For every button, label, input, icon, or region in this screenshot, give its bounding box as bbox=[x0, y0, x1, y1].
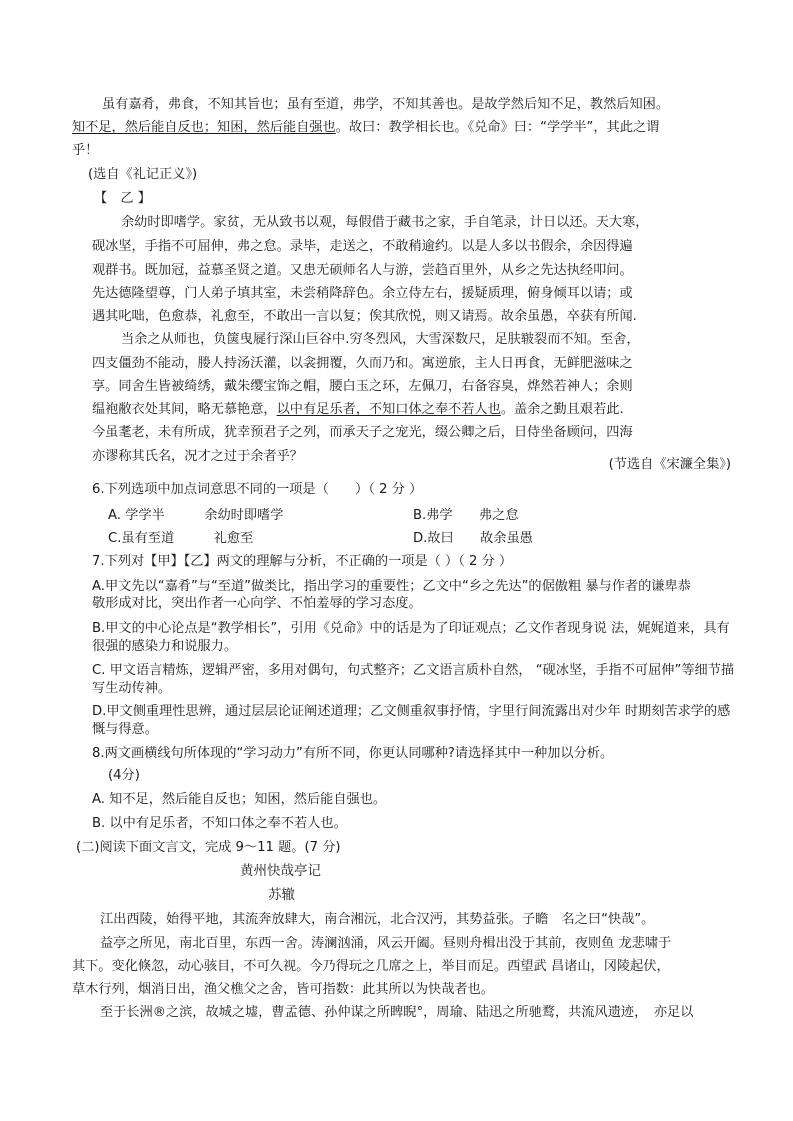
yi-p1-line-5: 遇其叱咄，色愈恭，礼愈至，不敢出一言以复；俟其欣悦，则又请焉。故余虽愚，卒获有所闻. bbox=[92, 309, 637, 324]
part2-instructions: (二)阅读下面文言文，完成 9～11 题。(7 分) bbox=[76, 840, 341, 855]
q6-option-c: C.虽有至道 礼愈至 bbox=[108, 531, 254, 546]
yi-p2-line-2: 四支僵劲不能动，媵人持汤沃灌，以衾拥覆，久而乃和。寓逆旅，主人日再食，无鲜肥滋味之 bbox=[92, 356, 633, 371]
yi-p2-line-4 bbox=[92, 401, 624, 419]
jia-line-2 bbox=[72, 119, 659, 137]
yi-p2-line-5: 今虽耄老，未有所成，犹幸预君子之列，而承天子之宠光，缀公卿之后，日侍坐备顾问，四海 bbox=[92, 425, 633, 440]
jia-line-3: 乎！ bbox=[72, 143, 99, 158]
jia-source: (选自《礼记正义》) bbox=[88, 167, 198, 182]
yi-p1-line-2: 砚冰坚，手指不可屈伸，弗之怠。录毕，走送之，不敢稍逾约。以是人多以书假余，余因得遍 bbox=[92, 239, 633, 254]
yi-p2-line-1: 当余之从师也，负箧曳屣行深山巨谷中.穷冬烈风，大雪深数尺，足肤皲裂而不知。至舍， bbox=[121, 332, 640, 347]
jia-line-2-rest: 。故曰：教学相长也。《兑命》曰：“学学半”，其此之谓 bbox=[335, 120, 660, 135]
yi-p2-line-3: 享。同舍生皆被绮绣，戴朱缨宝饰之帽，腰白玉之环，左佩刀，右备容臭，烨然若神人；余则 bbox=[92, 379, 633, 394]
q6-option-a: A. 学学半 余幼时即嗜学 bbox=[108, 508, 284, 523]
q7-option-a-line-2: 敬形成对比，突出作者一心向学、不怕羞辱的学习态度。 bbox=[92, 596, 422, 611]
q8-option-b: B. 以中有足乐者，不知口体之奉不若人也。 bbox=[92, 816, 347, 831]
q6-stem: 6.下列选项中加点词意思不同的一项是（ ）（ 2 分 ） bbox=[92, 482, 423, 497]
passage-line-2: 益亭之所见，南北百里，东西一舍。涛澜汹涌，风云开阖。昼则舟楫出没于其前，夜则鱼 龙悲啸于 bbox=[100, 936, 672, 951]
yi-underlined-sentence: 以中有足乐者，不知口体之奉不若人也 bbox=[276, 402, 501, 417]
passage-title: 黄州快哉亭记 bbox=[240, 863, 321, 879]
passage-author: 苏辙 bbox=[268, 887, 295, 903]
q7-option-b-line-2: 很强的感染力和说服力。 bbox=[92, 639, 238, 654]
q7-option-c-line-1: C. 甲文语言精炼，逻辑严密，多用对偶句，句式整齐；乙文语言质朴自然， “砚冰坚，手指不可屈伸”等细节描 bbox=[92, 663, 735, 678]
q8-stem: 8.两文画横线句所体现的“学习动力”有所不同，你更认同哪种?请选择其中一种加以分析。 bbox=[92, 746, 614, 761]
passage-line-1: 江出西陵，始得平地，其流奔放肆大，南合湘沅，北合汉沔，其势益张。子瞻 名之曰“快哉”。 bbox=[100, 912, 655, 927]
yi-p2-line-6: 亦谬称其氏名，况才之过于余者乎？ bbox=[92, 449, 303, 464]
q7-option-a-line-1: A.甲文先以“嘉肴”与“至道”做类比，指出学习的重要性；乙文中“乡之先达”的倨傲粗 暴与作者的谦卑恭 bbox=[92, 579, 691, 594]
passage-line-5: 至于长洲®之滨，故城之墟，曹孟德、孙仲谋之所睥睨°，周瑜、陆迅之所驰鹜，共流风遗迹， 亦足以 bbox=[100, 1005, 694, 1020]
q8-score: (4分) bbox=[108, 768, 140, 783]
yi-p2-line-4-b: 。盖余之勤且艰若此. bbox=[500, 402, 624, 417]
passage-line-4: 草木行列，烟消日出，渔父樵父之舍，皆可指数：此其所以为快哉者也。 bbox=[72, 982, 494, 997]
q7-option-c-line-2: 写生动传神。 bbox=[92, 681, 172, 696]
passage-line-3: 其下。变化倏忽，动心骇目，不可久视。今乃得玩之几席之上，举目而足。西望武 昌诸山，冈陵起伏， bbox=[72, 959, 670, 974]
q8-option-a: A. 知不足，然后能自反也；知困，然后能自强也。 bbox=[92, 792, 387, 807]
yi-p1-line-3: 观群书。既加冠，益慕圣贤之道。又患无硕师名人与游，尝趋百里外，从乡之先达执经叩问。 bbox=[92, 263, 633, 278]
q7-stem: 7.下列对【甲】【乙】两文的理解与分析，不正确的一项是（ ）（ 2 分 ） bbox=[92, 554, 513, 569]
jia-underlined-sentence: 知不足，然后能自反也；知困，然后能自强也 bbox=[72, 120, 336, 135]
q6-option-d: D.故曰 故余虽愚 bbox=[413, 531, 533, 546]
yi-source: (节选自《宋濂全集》) bbox=[608, 457, 731, 472]
yi-p2-line-4-a: 缊袍敝衣处其间，略无慕艳意， bbox=[92, 402, 277, 417]
yi-p1-line-4: 先达德隆望尊，门人弟子填其室，未尝稍降辞色。余立侍左右，援疑质理，俯身倾耳以请；或 bbox=[92, 286, 633, 301]
yi-heading: 【 乙 】 bbox=[94, 191, 151, 206]
q7-option-d-line-2: 慨与得意。 bbox=[92, 722, 158, 737]
jia-line-1: 虽有嘉肴，弗食，不知其旨也；虽有至道，弗学，不知其善也。是故学然后知不足，教然后知困。 bbox=[102, 97, 670, 112]
yi-p1-line-1: 余幼时即嗜学。家贫，无从致书以观，每假借于藏书之家，手自笔录，计日以还。天大寒， bbox=[121, 215, 649, 230]
q6-option-b: B.弗学 弗之怠 bbox=[413, 508, 519, 523]
q7-option-b-line-1: B.甲文的中心论点是“教学相长”，引用《兑命》中的话是为了印证观点；乙文作者现身说 法，娓娓道来，具有 bbox=[92, 621, 730, 636]
q7-option-d-line-1: D.甲文侧重理性思辨，通过层层论证阐述道理；乙文侧重叙事抒情，字里行间流露出对少年 时期刻苦求学的感 bbox=[92, 704, 731, 719]
